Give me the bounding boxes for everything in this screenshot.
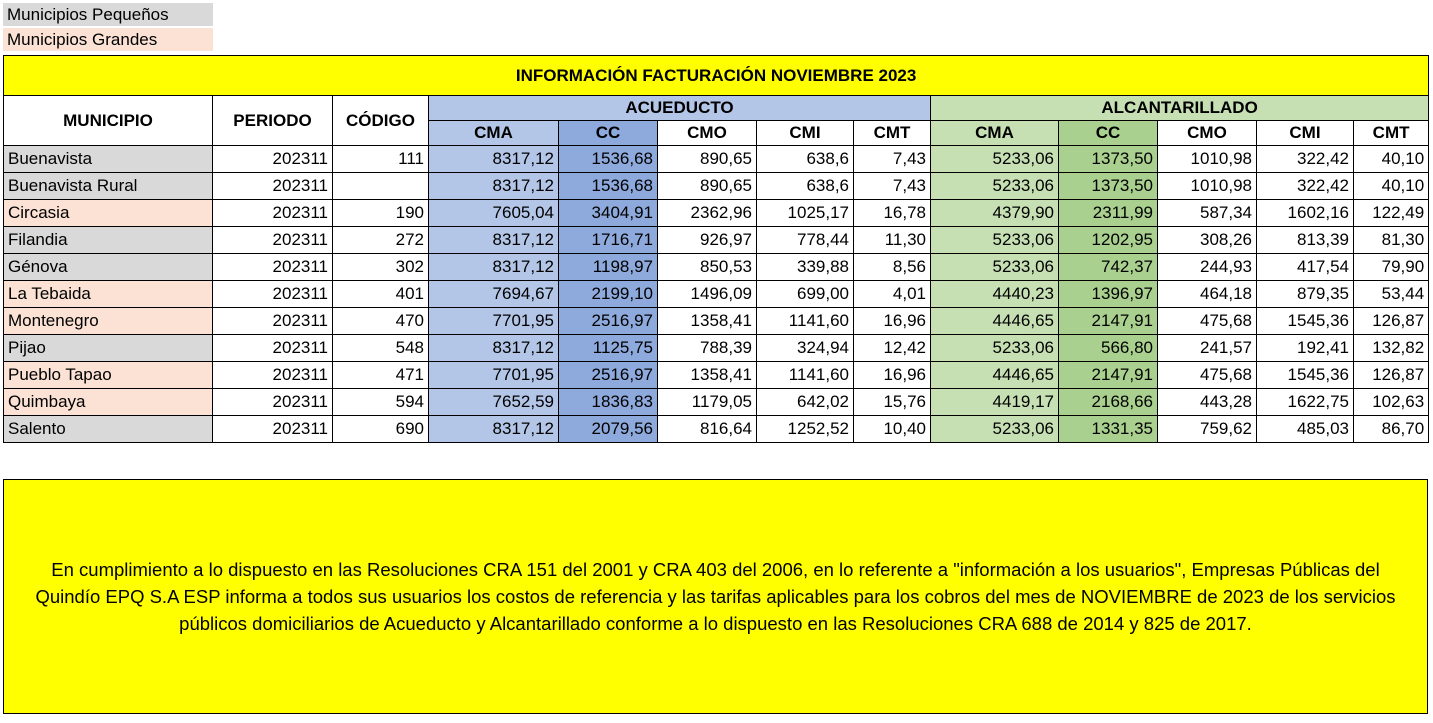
cell-acu-cmt: 15,76 — [854, 389, 931, 416]
cell-municipio: Salento — [4, 416, 213, 443]
cell-alc-cmo: 308,26 — [1158, 227, 1257, 254]
cell-acu-cmi: 1141,60 — [757, 362, 854, 389]
cell-alc-cmo: 443,28 — [1158, 389, 1257, 416]
cell-municipio: Circasia — [4, 200, 213, 227]
cell-alc-cmo: 464,18 — [1158, 281, 1257, 308]
cell-municipio: Quimbaya — [4, 389, 213, 416]
cell-alc-cma: 4440,23 — [931, 281, 1059, 308]
billing-table — [3, 55, 1429, 443]
cell-codigo: 111 — [333, 146, 429, 173]
cell-periodo: 202311 — [213, 146, 333, 173]
legend-large-municipalities: Municipios Grandes — [3, 28, 213, 51]
cell-acu-cmo: 2362,96 — [658, 200, 757, 227]
cell-acu-cma: 7701,95 — [429, 362, 559, 389]
cell-acu-cc: 2079,56 — [559, 416, 658, 443]
cell-periodo: 202311 — [213, 389, 333, 416]
cell-codigo: 401 — [333, 281, 429, 308]
cell-alc-cma: 4419,17 — [931, 389, 1059, 416]
cell-alc-cmi: 1602,16 — [1257, 200, 1354, 227]
header-acu-cc: CC — [559, 121, 658, 146]
cell-acu-cmt: 16,78 — [854, 200, 931, 227]
cell-acu-cc: 1125,75 — [559, 335, 658, 362]
table-row — [4, 281, 1429, 308]
cell-acu-cmi: 339,88 — [757, 254, 854, 281]
cell-alc-cmi: 1622,75 — [1257, 389, 1354, 416]
cell-acu-cma: 8317,12 — [429, 146, 559, 173]
cell-alc-cma: 5233,06 — [931, 416, 1059, 443]
cell-acu-cc: 2516,97 — [559, 362, 658, 389]
cell-codigo: 272 — [333, 227, 429, 254]
cell-acu-cc: 1836,83 — [559, 389, 658, 416]
cell-acu-cmi: 638,6 — [757, 173, 854, 200]
cell-alc-cmt: 86,70 — [1354, 416, 1429, 443]
cell-acu-cmi: 1025,17 — [757, 200, 854, 227]
cell-municipio: Pueblo Tapao — [4, 362, 213, 389]
cell-alc-cmt: 126,87 — [1354, 362, 1429, 389]
cell-municipio: Génova — [4, 254, 213, 281]
header-acu-cmt: CMT — [854, 121, 931, 146]
cell-alc-cmt: 79,90 — [1354, 254, 1429, 281]
cell-alc-cc: 1202,95 — [1059, 227, 1158, 254]
cell-codigo: 190 — [333, 200, 429, 227]
table-body — [4, 146, 1429, 443]
cell-acu-cmi: 638,6 — [757, 146, 854, 173]
cell-acu-cmo: 926,97 — [658, 227, 757, 254]
cell-acu-cma: 8317,12 — [429, 416, 559, 443]
cell-alc-cmt: 40,10 — [1354, 173, 1429, 200]
cell-acu-cmt: 12,42 — [854, 335, 931, 362]
cell-alc-cma: 5233,06 — [931, 254, 1059, 281]
cell-alc-cmi: 192,41 — [1257, 335, 1354, 362]
cell-alc-cmo: 244,93 — [1158, 254, 1257, 281]
cell-periodo: 202311 — [213, 362, 333, 389]
cell-periodo: 202311 — [213, 335, 333, 362]
cell-alc-cma: 4446,65 — [931, 308, 1059, 335]
cell-acu-cmo: 850,53 — [658, 254, 757, 281]
cell-alc-cmo: 241,57 — [1158, 335, 1257, 362]
cell-alc-cmi: 322,42 — [1257, 146, 1354, 173]
table-row — [4, 254, 1429, 281]
header-alc-cmo: CMO — [1158, 121, 1257, 146]
cell-acu-cma: 7605,04 — [429, 200, 559, 227]
cell-alc-cma: 4379,90 — [931, 200, 1059, 227]
cell-municipio: Buenavista — [4, 146, 213, 173]
cell-periodo: 202311 — [213, 200, 333, 227]
cell-alc-cc: 1373,50 — [1059, 146, 1158, 173]
cell-codigo: 471 — [333, 362, 429, 389]
cell-acu-cc: 1198,97 — [559, 254, 658, 281]
cell-alc-cmo: 1010,98 — [1158, 173, 1257, 200]
cell-acu-cmt: 7,43 — [854, 146, 931, 173]
cell-alc-cmt: 122,49 — [1354, 200, 1429, 227]
cell-acu-cma: 7701,95 — [429, 308, 559, 335]
cell-periodo: 202311 — [213, 227, 333, 254]
cell-alc-cmt: 102,63 — [1354, 389, 1429, 416]
cell-alc-cmt: 81,30 — [1354, 227, 1429, 254]
table-row — [4, 389, 1429, 416]
cell-periodo: 202311 — [213, 308, 333, 335]
cell-alc-cma: 5233,06 — [931, 227, 1059, 254]
cell-alc-cma: 5233,06 — [931, 146, 1059, 173]
cell-periodo: 202311 — [213, 416, 333, 443]
cell-alc-cma: 5233,06 — [931, 173, 1059, 200]
cell-acu-cc: 1536,68 — [559, 173, 658, 200]
cell-acu-cma: 8317,12 — [429, 173, 559, 200]
table-row — [4, 335, 1429, 362]
cell-periodo: 202311 — [213, 173, 333, 200]
cell-acu-cmi: 699,00 — [757, 281, 854, 308]
cell-acu-cmo: 890,65 — [658, 146, 757, 173]
cell-alc-cmi: 417,54 — [1257, 254, 1354, 281]
cell-codigo: 690 — [333, 416, 429, 443]
header-alc-cc: CC — [1059, 121, 1158, 146]
cell-acu-cmo: 1179,05 — [658, 389, 757, 416]
cell-acu-cma: 8317,12 — [429, 335, 559, 362]
cell-periodo: 202311 — [213, 254, 333, 281]
cell-municipio: Montenegro — [4, 308, 213, 335]
cell-acu-cc: 2516,97 — [559, 308, 658, 335]
cell-alc-cc: 2147,91 — [1059, 362, 1158, 389]
cell-acu-cmo: 788,39 — [658, 335, 757, 362]
cell-alc-cmi: 485,03 — [1257, 416, 1354, 443]
table-row — [4, 416, 1429, 443]
cell-acu-cmi: 642,02 — [757, 389, 854, 416]
cell-alc-cc: 2311,99 — [1059, 200, 1158, 227]
notice-box — [3, 479, 1428, 714]
cell-alc-cmt: 132,82 — [1354, 335, 1429, 362]
cell-acu-cma: 7652,59 — [429, 389, 559, 416]
cell-codigo — [333, 173, 429, 200]
cell-alc-cmt: 126,87 — [1354, 308, 1429, 335]
cell-acu-cmt: 4,01 — [854, 281, 931, 308]
cell-alc-cma: 4446,65 — [931, 362, 1059, 389]
cell-alc-cmt: 53,44 — [1354, 281, 1429, 308]
table-row — [4, 200, 1429, 227]
cell-municipio: Pijao — [4, 335, 213, 362]
cell-alc-cmo: 587,34 — [1158, 200, 1257, 227]
cell-acu-cmo: 1358,41 — [658, 362, 757, 389]
cell-acu-cmi: 1252,52 — [757, 416, 854, 443]
cell-acu-cma: 7694,67 — [429, 281, 559, 308]
header-acueducto: ACUEDUCTO — [429, 96, 931, 121]
cell-acu-cma: 8317,12 — [429, 254, 559, 281]
cell-acu-cmi: 778,44 — [757, 227, 854, 254]
cell-acu-cmi: 324,94 — [757, 335, 854, 362]
cell-acu-cmo: 890,65 — [658, 173, 757, 200]
table-row — [4, 227, 1429, 254]
cell-acu-cc: 1716,71 — [559, 227, 658, 254]
cell-acu-cmt: 7,43 — [854, 173, 931, 200]
cell-codigo: 594 — [333, 389, 429, 416]
cell-alc-cmi: 322,42 — [1257, 173, 1354, 200]
cell-codigo: 302 — [333, 254, 429, 281]
cell-acu-cmo: 1358,41 — [658, 308, 757, 335]
cell-codigo: 548 — [333, 335, 429, 362]
cell-acu-cmi: 1141,60 — [757, 308, 854, 335]
cell-acu-cmt: 10,40 — [854, 416, 931, 443]
cell-alc-cmi: 1545,36 — [1257, 362, 1354, 389]
cell-acu-cc: 3404,91 — [559, 200, 658, 227]
cell-alc-cmt: 40,10 — [1354, 146, 1429, 173]
cell-alc-cmo: 475,68 — [1158, 308, 1257, 335]
cell-alc-cc: 1373,50 — [1059, 173, 1158, 200]
notice-text: En cumplimiento a lo dispuesto en las Resoluciones CRA 151 del 2001 y CRA 403 del 2006, en lo referente a "información a los usuarios", Empresas Públicas del Quindío EPQ S.A ESP informa a todos sus usuarios los costos de referencia y las tarifas aplicables para los cobros del mes de NOVIEMBRE de 2023 de los servicios públicos domiciliarios de Acueducto y Alcantarillado conforme a lo dispuesto en las Resoluciones CRA 688 de 2014 y 825 de 2017. — [35, 559, 1396, 634]
header-alc-cma: CMA — [931, 121, 1059, 146]
cell-acu-cmt: 8,56 — [854, 254, 931, 281]
header-acu-cma: CMA — [429, 121, 559, 146]
header-acu-cmo: CMO — [658, 121, 757, 146]
cell-alc-cc: 1396,97 — [1059, 281, 1158, 308]
cell-municipio: Filandia — [4, 227, 213, 254]
table-title: INFORMACIÓN FACTURACIÓN NOVIEMBRE 2023 — [4, 56, 1429, 96]
cell-alc-cc: 2147,91 — [1059, 308, 1158, 335]
cell-acu-cmo: 1496,09 — [658, 281, 757, 308]
cell-alc-cma: 5233,06 — [931, 335, 1059, 362]
cell-periodo: 202311 — [213, 281, 333, 308]
cell-acu-cma: 8317,12 — [429, 227, 559, 254]
table-row — [4, 308, 1429, 335]
header-periodo: PERIODO — [213, 96, 333, 146]
cell-alc-cmi: 879,35 — [1257, 281, 1354, 308]
cell-municipio: Buenavista Rural — [4, 173, 213, 200]
table-row — [4, 146, 1429, 173]
cell-acu-cmt: 16,96 — [854, 308, 931, 335]
cell-alc-cmi: 813,39 — [1257, 227, 1354, 254]
cell-codigo: 470 — [333, 308, 429, 335]
cell-acu-cmt: 11,30 — [854, 227, 931, 254]
cell-acu-cmo: 816,64 — [658, 416, 757, 443]
cell-alc-cc: 2168,66 — [1059, 389, 1158, 416]
cell-acu-cmt: 16,96 — [854, 362, 931, 389]
table-row — [4, 362, 1429, 389]
legend — [3, 3, 213, 51]
cell-alc-cmo: 475,68 — [1158, 362, 1257, 389]
cell-acu-cc: 1536,68 — [559, 146, 658, 173]
cell-municipio: La Tebaida — [4, 281, 213, 308]
cell-alc-cc: 1331,35 — [1059, 416, 1158, 443]
cell-acu-cc: 2199,10 — [559, 281, 658, 308]
table-row — [4, 173, 1429, 200]
cell-alc-cmo: 1010,98 — [1158, 146, 1257, 173]
header-codigo: CÓDIGO — [333, 96, 429, 146]
cell-alc-cmi: 1545,36 — [1257, 308, 1354, 335]
header-acu-cmi: CMI — [757, 121, 854, 146]
header-municipio: MUNICIPIO — [4, 96, 213, 146]
legend-small-municipalities: Municipios Pequeños — [3, 3, 213, 26]
cell-alc-cmo: 759,62 — [1158, 416, 1257, 443]
header-alcantarillado: ALCANTARILLADO — [931, 96, 1429, 121]
header-alc-cmt: CMT — [1354, 121, 1429, 146]
cell-alc-cc: 566,80 — [1059, 335, 1158, 362]
header-alc-cmi: CMI — [1257, 121, 1354, 146]
cell-alc-cc: 742,37 — [1059, 254, 1158, 281]
